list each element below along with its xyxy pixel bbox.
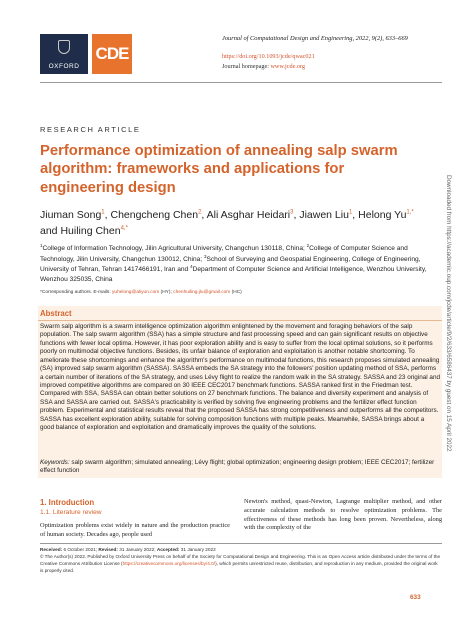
corresponding-label: *Corresponding authors. E-mails: (40, 290, 111, 295)
section-heading-introduction: 1. Introduction (40, 498, 95, 507)
intro-left-column (40, 498, 230, 540)
journal-info (222, 34, 442, 71)
footer (40, 546, 442, 574)
author-separator: , (293, 209, 300, 221)
author-name: Jiawen Liu (299, 209, 349, 221)
abstract-text: Swarm salp algorithm is a swarm intelligence optimization algorithm enlightened by the movement and foraging behaviors of the salp population. The salp swarm algorithm (SSA) has a simple structure and fast processing speed and can gain significant results on objective functions with fewer local optima. However, it has poor exploration ability and is easy to suffer from the local optimal solutions, so it performs poorly on multimodal objective functions. Besides, its unfair balance of exploration and exploitation is another notable shortcoming. To ameliorate these shortcomings and enhance the algorithm's performance on multimodal functions, this research proposes simulated annealing (SA) improved salp swarm algorithm (SASSA). SASSA embeds the SA strategy into the followers' position updating method of SSA, performs a certain number of iterations of the SA strategy, and uses Lévy flight to realize the random walk in the SA strategy. SASSA and 23 original and improved competitive algorithms are compared on 30 IEEE CEC2017 benchmark functions. SASSA ranked first in the Friedman test. Compared with SSA, SASSA can obtain better solutions on 27 benchmark functions. The balance and diversity experiment and analysis of SSA and SASSA are carried out. SASSA's practicability is verified by solving five engineering problems and the fertilizer effect function problem. Experimental and statistical results reveal that the proposed SASSA has strong competitiveness and outperforms all the competitors. SASSA has excellent exploration ability, suitable for solving composition functions with multiple peaks. Meanwhile, SASSA brings about a good balance of exploration and exploitation and dramatically improves the quality of the solutions. (40, 323, 441, 432)
intro-left-text: Optimization problems exist widely in nature and the production practice of human society. Decades ago, people used (40, 522, 230, 538)
author-affiliation-mark: 4,* (120, 225, 128, 232)
author-list (40, 208, 430, 240)
author-name: Huiling Chen (60, 224, 121, 237)
journal-homepage (222, 62, 442, 72)
article-type: RESEARCH ARTICLE (40, 125, 141, 134)
keywords-list: salp swarm algorithm; simulated annealing; Lévy flight; global optimization; engineering design problem; IEEE CEC2017; fertilizer effect function (40, 459, 435, 475)
affiliation-text: College of Computer Science and Technology, Jilin University, Changchun 130012, China; (40, 245, 408, 263)
article-title: Performance optimization of annealing salp swarm algorithm: frameworks and applications for engineering design (40, 143, 398, 196)
affiliation-mark: 1 (40, 243, 43, 248)
affiliation-mark: 3 (203, 253, 207, 259)
oxford-logo-text: OXFORD (48, 63, 80, 70)
received-label: Received: (40, 547, 63, 552)
accepted-date: 31 January 2022 (180, 547, 216, 552)
page-number: 633 (410, 594, 421, 601)
header-divider (40, 82, 442, 83)
license-text-2: ), which permits unrestricted reuse, distribution, and reproduction in any medium, provided the original work is properly cited. (40, 561, 438, 574)
affiliation-text: Department of Computer Science and Artificial Intelligence, Wenzhou University, Wenzhou 325035, China (40, 266, 427, 283)
author-separator: , (352, 209, 359, 221)
oxford-crest-icon (58, 40, 70, 54)
license-text-1: © The Author(s) 2022. Published by Oxford University Press on behalf of the Society for Computational Design and Engineering. This is an Open Access article distributed under the terms of the Creative Commons Attribution License ( (40, 554, 441, 567)
article-dates (40, 546, 442, 553)
revised-label: Revised: (98, 547, 118, 552)
accepted-label: Accepted: (156, 547, 180, 552)
corresponding-email-1[interactable]: yuhelong@aliyun.com (112, 290, 160, 295)
author-name: Ali Asghar Heidari (206, 209, 291, 221)
author-affiliation-mark: 2 (198, 209, 202, 216)
author-name: Helong Yu (358, 209, 407, 221)
footer-divider (40, 543, 442, 544)
doi-link[interactable]: https://doi.org/10.1093/jcde/qwac021 (222, 52, 315, 60)
intro-right-column: Newton's method, quasi-Newton, Lagrange multiplier method, and other accurate calculation methods to resolve optimization problems. The effectiveness of these methods has long been proven. Nevertheless, along with the complexity of the (244, 498, 442, 532)
author-separator: , (201, 209, 207, 221)
corresponding-name-1: (HY); (160, 290, 172, 295)
author-name: Chengcheng Chen (110, 209, 199, 221)
journal-citation: Journal of Computational Design and Engineering, 2022, 9(2), 633–669 (222, 35, 408, 42)
abstract-divider (38, 320, 442, 321)
received-date: 6 October 2021; (63, 547, 98, 552)
license-link[interactable]: https://creativecommons.org/licenses/by/4.0/ (122, 561, 216, 567)
cde-logo (92, 34, 132, 74)
cde-logo-text: CDE (95, 44, 129, 63)
keywords (40, 459, 440, 476)
homepage-link[interactable]: www.jcde.org (270, 62, 306, 70)
affiliation-mark: 4 (190, 264, 193, 270)
subsection-heading-literature-review: 1.1. Literature review (40, 509, 102, 516)
keywords-label: Keywords: (40, 459, 70, 466)
author-affiliation-mark: 1,* (406, 209, 414, 216)
corresponding-authors (40, 290, 432, 295)
author-separator: and (40, 224, 61, 237)
license-text (40, 553, 442, 574)
homepage-label: Journal homepage: (222, 62, 269, 70)
corresponding-email-2[interactable]: chenhuiling.jlu@gmail.com (173, 290, 231, 295)
author-affiliation-mark: 1 (101, 209, 105, 216)
author-separator: , (104, 209, 111, 221)
affiliation-text: College of Information Technology, Jilin Agricultural University, Changchun 130118, China; (42, 245, 307, 253)
affiliations (40, 243, 432, 284)
author-affiliation-mark: 1 (348, 209, 353, 216)
author-name: Jiuman Song (40, 209, 102, 221)
abstract-heading: Abstract (40, 309, 72, 318)
affiliation-mark: 2 (306, 243, 310, 248)
oxford-logo (40, 34, 88, 74)
affiliation-text: School of Surveying and Geospatial Engineering, College of Engineering, University of Tehran, Tehran 1417466191, Iran and (40, 255, 421, 274)
revised-date: 31 January 2022; (119, 547, 156, 552)
download-watermark: Downloaded from https://academic.oup.com/jcde/article/9/2/633/6586437 by guest on 15 April 2022 (445, 175, 452, 452)
corresponding-name-2: (HC) (231, 290, 242, 295)
author-affiliation-mark: 3 (290, 209, 294, 216)
